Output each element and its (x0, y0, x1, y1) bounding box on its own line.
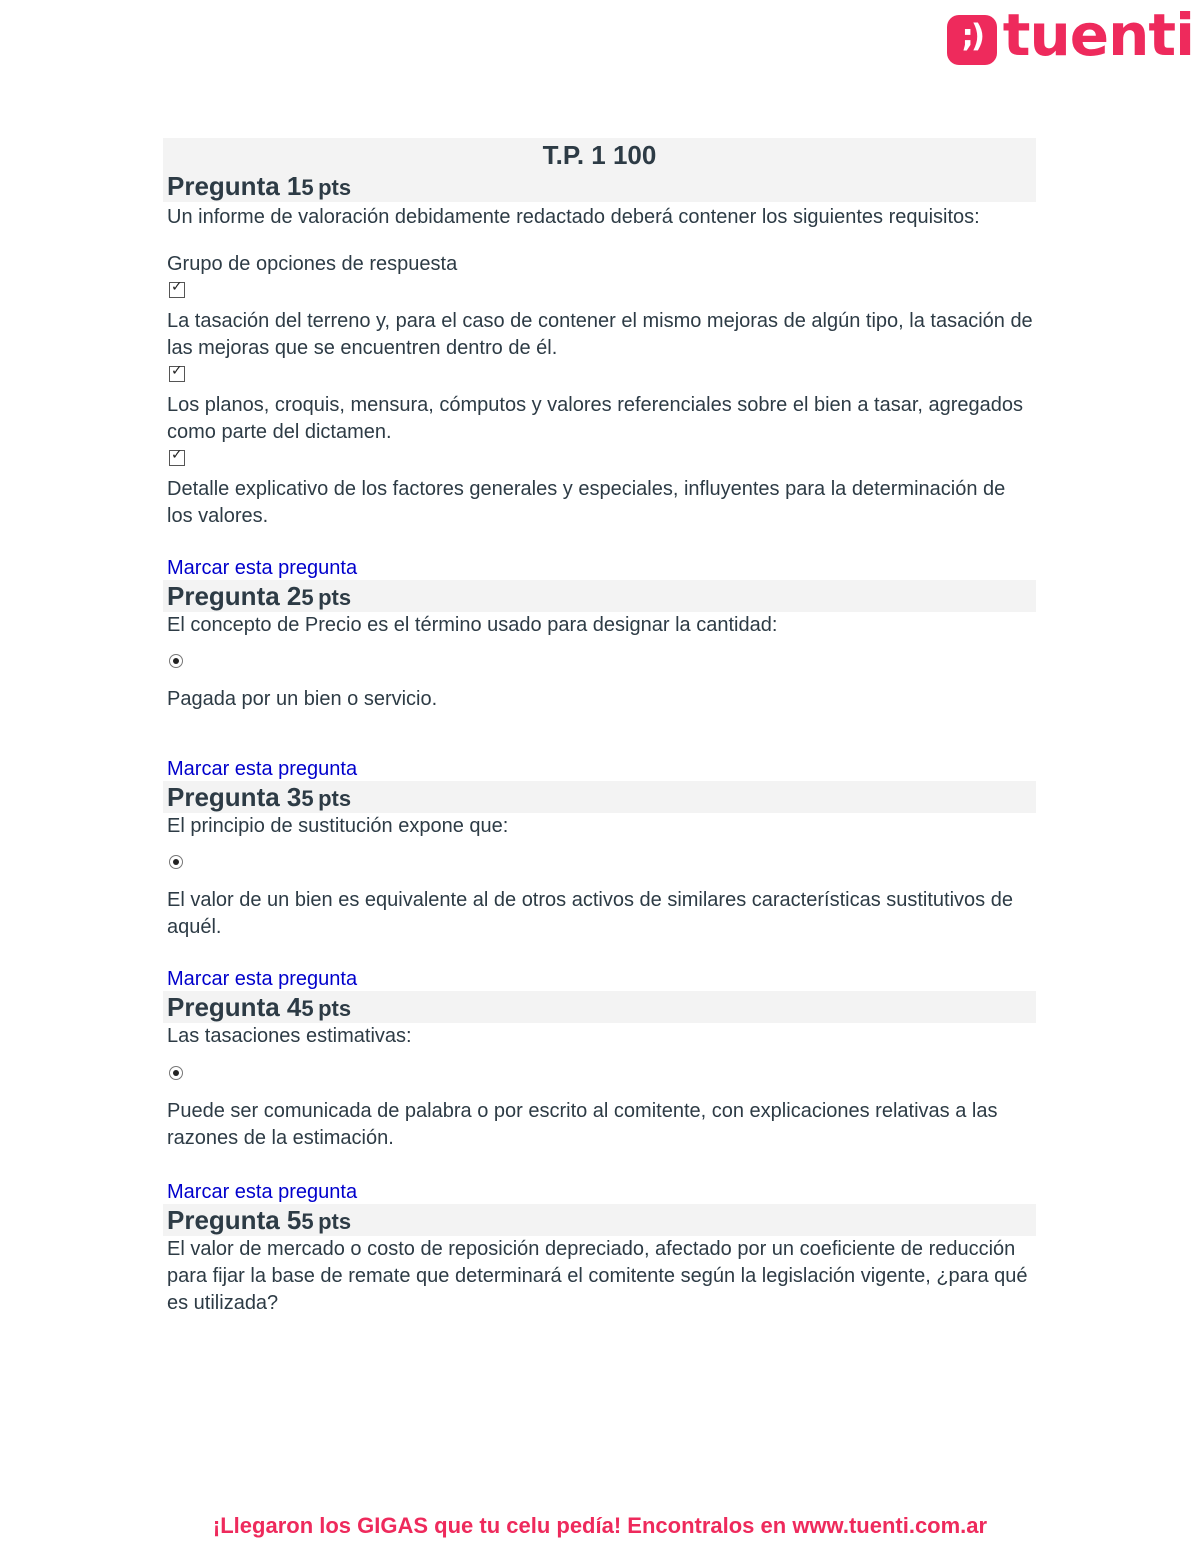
question-3-label: Pregunta 3 (167, 782, 302, 812)
answer-option-1: La tasación del terreno y, para el caso de contener el mismo mejoras de algún tipo, la tasación de las mejoras que se encuentren dentro de él. (167, 310, 1033, 359)
pts-label: pts (318, 175, 352, 200)
question-2-text: El concepto de Precio es el término usado para designar la cantidad: (167, 614, 778, 636)
answer-option-3: Detalle explicativo de los factores generales y especiales, influyentes para la determinación de los valores. (167, 478, 1006, 527)
tuenti-wordmark: tuenti (1002, 1, 1194, 69)
flag-question-2-link[interactable]: Marcar esta pregunta (167, 758, 358, 780)
flag-question-4-link[interactable]: Marcar esta pregunta (167, 1181, 358, 1203)
pts-label: pts (318, 585, 352, 610)
answer-checkbox-1[interactable] (169, 282, 185, 298)
answer-q4: Puede ser comunicada de palabra o por escrito al comitente, con explicaciones relativas a las razones de la estimación. (167, 1100, 998, 1149)
question-5-label: Pregunta 5 (167, 1205, 302, 1235)
pts-label: pts (318, 786, 352, 811)
question-4-header (163, 991, 1036, 1023)
question-2-header (163, 580, 1036, 612)
question-1-header (167, 171, 351, 202)
question-1-points: 5 (301, 175, 314, 200)
tuenti-logo-icon: ;) (947, 15, 997, 65)
page-title: T.P. 1 100 (542, 140, 657, 170)
question-2-points: 5 (301, 585, 314, 610)
question-2-label: Pregunta 2 (167, 581, 302, 611)
quiz-document (163, 138, 1036, 1317)
question-3-text: El principio de sustitución expone que: (167, 815, 509, 837)
question-3-points: 5 (301, 786, 314, 811)
question-3-header (163, 781, 1036, 813)
flag-question-3-link[interactable]: Marcar esta pregunta (167, 968, 358, 990)
flag-question-1-link[interactable]: Marcar esta pregunta (167, 557, 358, 579)
answer-radio-q3[interactable] (169, 855, 183, 869)
answer-radio-q4[interactable] (169, 1066, 183, 1080)
tuenti-logo[interactable] (947, 1, 1194, 69)
question-4-label: Pregunta 4 (167, 992, 302, 1022)
pts-label: pts (318, 996, 352, 1021)
answer-checkbox-3[interactable] (169, 450, 185, 466)
answer-q3: El valor de un bien es equivalente al de otros activos de similares características sustitutivos de aquél. (167, 889, 1013, 938)
answer-q2: Pagada por un bien o servicio. (167, 688, 438, 710)
pts-label: pts (318, 1209, 352, 1234)
question-4-points: 5 (301, 996, 314, 1021)
question-1-label: Pregunta 1 (167, 171, 302, 201)
promo-footer[interactable]: ¡Llegaron los GIGAS que tu celu pedía! Encontralos en www.tuenti.com.ar (212, 1513, 988, 1538)
question-1-text: Un informe de valoración debidamente redactado deberá contener los siguientes requisitos: (167, 206, 980, 228)
title-bar (163, 138, 1036, 202)
question-4-text: Las tasaciones estimativas: (167, 1025, 412, 1047)
question-5-header (163, 1204, 1036, 1236)
answer-radio-q2[interactable] (169, 654, 183, 668)
answer-group-label: Grupo de opciones de respuesta (167, 253, 458, 275)
question-5-points: 5 (301, 1209, 314, 1234)
question-5-text: El valor de mercado o costo de reposición depreciado, afectado por un coeficiente de reducción para fijar la base de remate que determinará el comitente según la legislación vigente, ¿para qué es utilizada? (167, 1238, 1028, 1314)
answer-checkbox-2[interactable] (169, 366, 185, 382)
answer-option-2: Los planos, croquis, mensura, cómputos y valores referenciales sobre el bien a tasar, agregados como parte del dictamen. (167, 394, 1024, 443)
